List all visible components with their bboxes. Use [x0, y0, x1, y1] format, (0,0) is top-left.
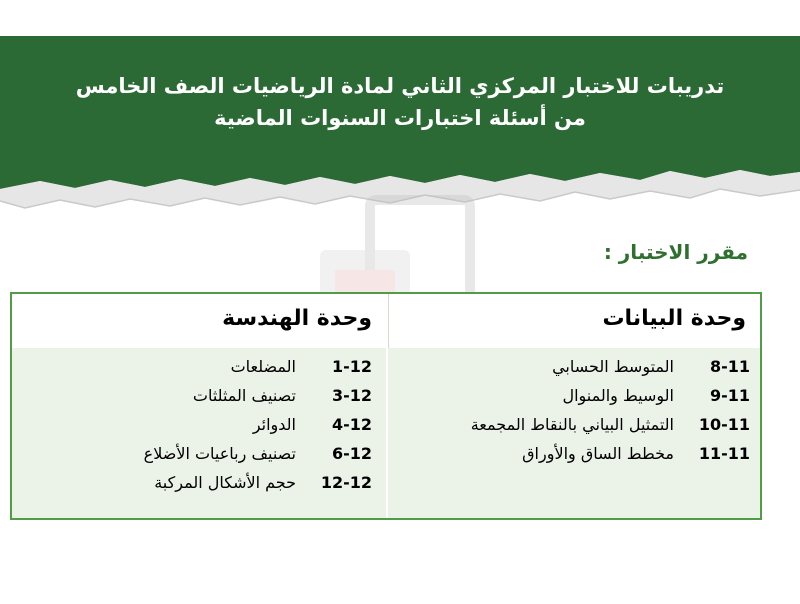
body-divider	[386, 348, 388, 518]
lesson-code: 3-12	[331, 386, 372, 405]
lesson-code: 11-11	[698, 444, 750, 463]
lesson-code: 10-11	[698, 415, 750, 434]
list-item	[471, 381, 750, 410]
lesson-code: 4-12	[331, 415, 372, 434]
list-item	[471, 439, 750, 468]
table-body	[12, 348, 760, 518]
list-item	[471, 352, 750, 381]
data-unit-list	[471, 352, 750, 468]
page-title-line-2: من أسئلة اختبارات السنوات الماضية	[214, 106, 586, 130]
lesson-code: 9-11	[709, 386, 750, 405]
lesson-code: 12-12	[320, 473, 372, 492]
list-item	[144, 381, 372, 410]
geometry-unit-list	[144, 352, 372, 497]
table-header-row	[12, 294, 760, 350]
header-data-unit: وحدة البيانات	[602, 306, 746, 331]
course-label: مقرر الاختبار :	[603, 240, 748, 264]
page-title-line-1: تدريبات للاختبار المركزي الثاني لمادة الرياضيات الصف الخامس	[75, 74, 725, 98]
header-geometry-unit: وحدة الهندسة	[222, 306, 372, 331]
lesson-topic: التمثيل البياني بالنقاط المجمعة	[470, 415, 674, 434]
lesson-code: 8-11	[709, 357, 750, 376]
list-item	[471, 410, 750, 439]
lesson-code: 1-12	[331, 357, 372, 376]
lesson-topic: تصنيف رباعيات الأضلاع	[143, 444, 296, 463]
list-item	[144, 468, 372, 497]
lesson-topic: المضلعات	[230, 357, 296, 376]
list-item	[144, 439, 372, 468]
header-divider	[388, 294, 389, 348]
syllabus-table	[10, 292, 762, 520]
lesson-topic: الدوائر	[252, 415, 296, 434]
lesson-code: 6-12	[331, 444, 372, 463]
lesson-topic: تصنيف المثلثات	[192, 386, 296, 405]
lesson-topic: حجم الأشكال المركبة	[154, 473, 296, 492]
list-item	[144, 352, 372, 381]
list-item	[144, 410, 372, 439]
lesson-topic: المتوسط الحسابي	[552, 357, 674, 376]
lesson-topic: مخطط الساق والأوراق	[522, 444, 674, 463]
lesson-topic: الوسيط والمنوال	[562, 386, 674, 405]
header-banner	[0, 0, 800, 215]
